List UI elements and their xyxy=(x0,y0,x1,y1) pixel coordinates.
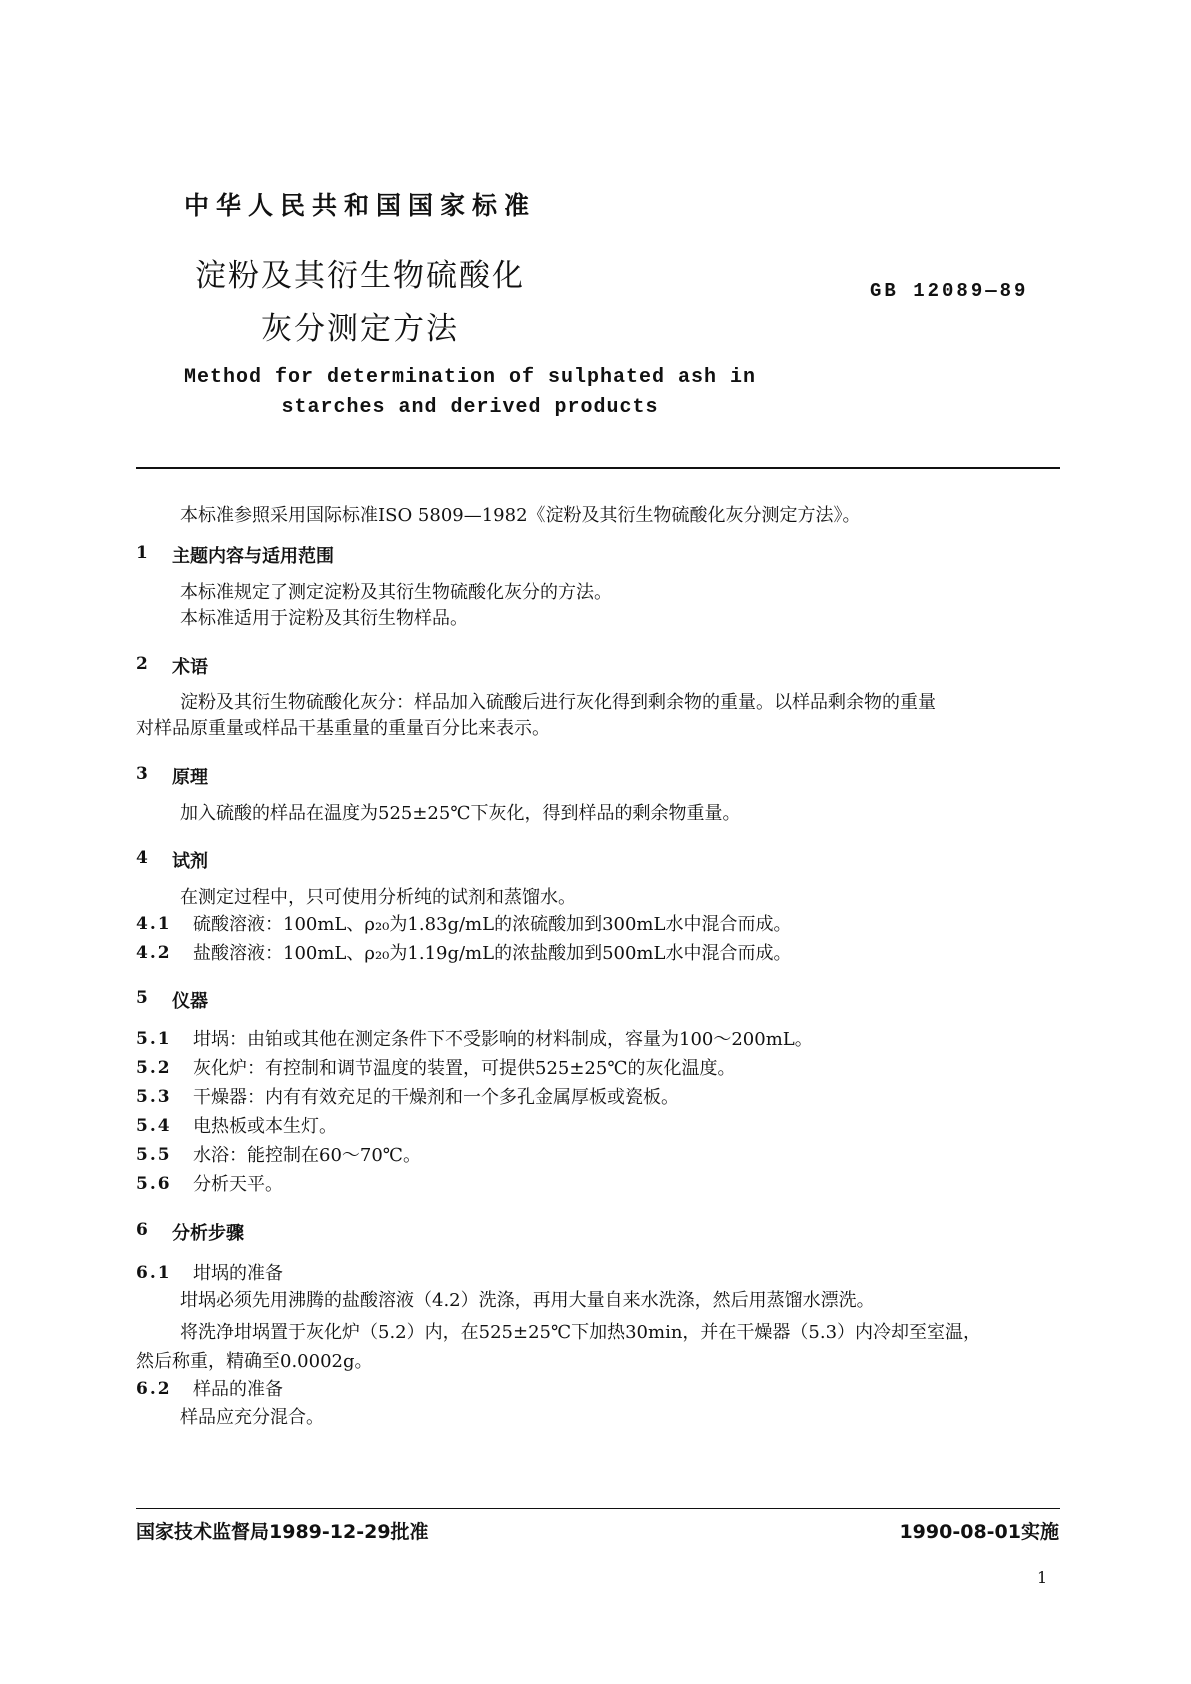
item-5-4-number: 5.4 xyxy=(136,1116,172,1136)
section-1-title: 主题内容与适用范围 xyxy=(172,546,334,567)
section-5-number: 5 xyxy=(136,988,148,1008)
section-2-number: 2 xyxy=(136,654,148,674)
section-2-paragraph-1: 淀粉及其衍生物硫酸化灰分：样品加入硫酸后进行灰化得到剩余物的重量。以样品剩余物的重量 xyxy=(180,692,936,713)
header-divider xyxy=(136,467,1060,469)
section-3-paragraph-1: 加入硫酸的样品在温度为525±25℃下灰化，得到样品的剩余物重量。 xyxy=(180,803,741,824)
section-3-number: 3 xyxy=(136,764,148,784)
item-6-1-paragraph-1: 坩埚必须先用沸腾的盐酸溶液（4.2）洗涤，再用大量自来水洗涤，然后用蒸馏水漂洗。 xyxy=(180,1290,875,1311)
item-5-2-number: 5.2 xyxy=(136,1058,172,1078)
item-4-1-number: 4.1 xyxy=(136,914,172,934)
section-4-title: 试剂 xyxy=(172,851,208,872)
section-6-title: 分析步骤 xyxy=(172,1223,244,1244)
section-1-paragraph-2: 本标准适用于淀粉及其衍生物样品。 xyxy=(180,608,468,629)
chinese-title-line2: 灰分测定方法 xyxy=(261,311,459,347)
section-3-title: 原理 xyxy=(172,767,208,788)
item-6-1-title: 坩埚的准备 xyxy=(193,1263,283,1284)
item-4-1-text: 硫酸溶液：100mL、ρ₂₀为1.83g/mL的浓硫酸加到300mL水中混合而成。 xyxy=(193,914,792,935)
english-title-line2: starches and derived products xyxy=(281,396,659,419)
section-2-paragraph-2: 对样品原重量或样品干基重量的重量百分比来表示。 xyxy=(136,718,550,739)
item-5-3-text: 干燥器：内有有效充足的干燥剂和一个多孔金属厚板或瓷板。 xyxy=(193,1087,679,1108)
item-6-2-number: 6.2 xyxy=(136,1379,172,1399)
item-5-3-number: 5.3 xyxy=(136,1087,172,1107)
item-4-2-number: 4.2 xyxy=(136,943,172,963)
section-6-number: 6 xyxy=(136,1220,148,1240)
section-4-number: 4 xyxy=(136,848,148,868)
footer-divider xyxy=(136,1508,1060,1509)
english-title-line1: Method for determination of sulphated ash in xyxy=(183,366,757,389)
item-5-2-text: 灰化炉：有控制和调节温度的装置，可提供525±25℃的灰化温度。 xyxy=(193,1058,736,1079)
section-4-paragraph-1: 在测定过程中，只可使用分析纯的试剂和蒸馏水。 xyxy=(180,887,576,908)
item-6-1-paragraph-3: 然后称重，精确至0.0002g。 xyxy=(136,1351,373,1372)
item-5-6-text: 分析天平。 xyxy=(193,1174,283,1195)
section-5-title: 仪器 xyxy=(172,991,208,1012)
section-2-title: 术语 xyxy=(172,657,208,678)
implementation-date: 1990-08-01实施 xyxy=(899,1521,1059,1543)
item-5-5-text: 水浴：能控制在60～70℃。 xyxy=(193,1145,421,1166)
section-1-paragraph-1: 本标准规定了测定淀粉及其衍生物硫酸化灰分的方法。 xyxy=(180,582,612,603)
item-6-1-number: 6.1 xyxy=(136,1263,172,1283)
item-6-2-title: 样品的准备 xyxy=(193,1379,283,1400)
chinese-title-line1: 淀粉及其衍生物硫酸化 xyxy=(195,258,525,294)
national-standard-heading: 中华人民共和国国家标准 xyxy=(183,191,536,220)
item-5-6-number: 5.6 xyxy=(136,1174,172,1194)
item-5-1-number: 5.1 xyxy=(136,1029,172,1049)
item-5-1-text: 坩埚：由铂或其他在测定条件下不受影响的材料制成，容量为100～200mL。 xyxy=(193,1029,813,1050)
item-6-2-paragraph-1: 样品应充分混合。 xyxy=(180,1407,324,1428)
intro-paragraph: 本标准参照采用国际标准ISO 5809—1982《淀粉及其衍生物硫酸化灰分测定方法》。 xyxy=(180,505,861,526)
item-5-4-text: 电热板或本生灯。 xyxy=(193,1116,337,1137)
approval-date: 国家技术监督局1989-12-29批准 xyxy=(136,1521,429,1543)
standard-code: GB 12089—89 xyxy=(870,280,1029,302)
item-5-5-number: 5.5 xyxy=(136,1145,172,1165)
item-4-2-text: 盐酸溶液：100mL、ρ₂₀为1.19g/mL的浓盐酸加到500mL水中混合而成。 xyxy=(193,943,792,964)
section-1-number: 1 xyxy=(136,543,148,563)
page-number: 1 xyxy=(1037,1568,1048,1587)
item-6-1-paragraph-2: 将洗净坩埚置于灰化炉（5.2）内，在525±25℃下加热30min，并在干燥器（5.3）内冷却至室温， xyxy=(180,1322,982,1343)
